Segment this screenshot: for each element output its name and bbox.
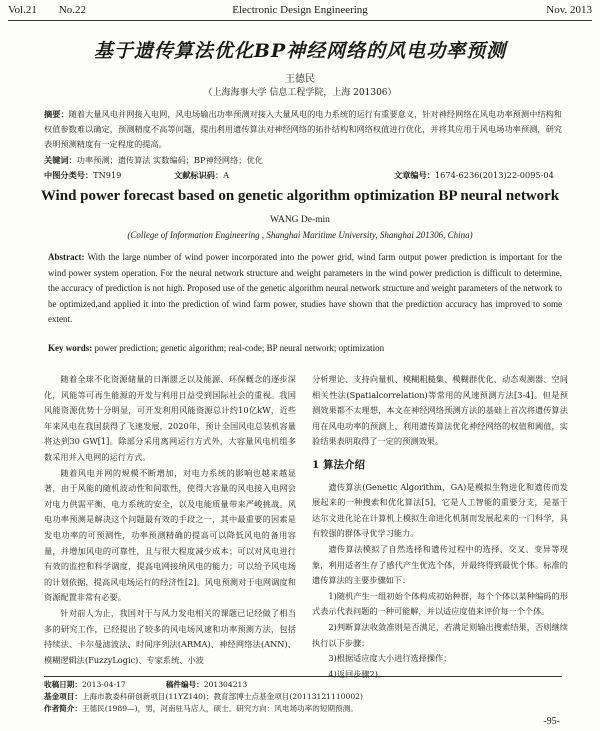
number-label: No.22 [58, 4, 87, 16]
page-number: -95- [543, 716, 560, 727]
running-header [8, 0, 592, 20]
doc-code-label: 文献标识码： [174, 170, 224, 180]
volume-label: Vol.21 [8, 4, 37, 16]
journal-name: Electronic Design Engineering [232, 4, 368, 16]
received-date: 2013-04-17 [81, 680, 126, 689]
doc-code-field [174, 170, 394, 181]
chinese-abstract [44, 107, 562, 152]
footnote-dates [44, 679, 562, 691]
body-paragraph: 遗传算法模拟了自然选择和遗传过程中的选择、交叉、变异等现象，利用适者生存了感代产生优选个体，并最终得到最优个体。标准的遗传算法的主要步骤如下： [312, 543, 568, 586]
manuscript-number: 201304213 [203, 680, 248, 689]
classification-row [44, 170, 562, 181]
doc-code-value: A [223, 170, 230, 180]
section-heading: 1 算法介绍 [312, 458, 365, 471]
body-paragraph: 随着全球不化资源储量的日渐匮乏以及能源、环保概念的逐步深化，风能等可再生能源的开发与利用日益受到国际社会的重视。我国风能资源优势十分明显，可开发利用风能资源总计约10亿kW，近些年来风电在我国获得了飞速发展，2020年，预计全国风电总装机容量将达到30 GW[1]。除部分采用离网运行方式外，大容量风电机组多数采用并入电网的运行方式。 [44, 374, 296, 462]
fund-text: 上海市教委科研创新项目(11YZ140)；教育部博士点基金项目(20113121110002) [81, 692, 363, 701]
article-number-label: 文章编号： [394, 170, 435, 180]
english-abstract [48, 250, 562, 328]
english-keywords-text: power prediction; genetic algorithm; real-code; BP neural network; optimization [94, 343, 385, 353]
manuscript-label: 稿件编号： [165, 680, 204, 689]
algorithm-step: 4)返回步骤2)。 [328, 668, 387, 679]
chinese-keywords-label: 关键词： [44, 155, 77, 165]
clc-value: TN919 [93, 170, 122, 180]
body-paragraph: 分析理论、支持向量机、模糊粗糙集、模糊群优化、动态观测器、空间相关性法(Spatialcorrelation)等常用的风速预测方法[3-4]。但是预测效果都不太理想，本文在神经网络预测方法的基础上首次将遗传算法用在风电功率的预测上，利用遗传算法优化神经网络的权值和阈值，实验结果表明取得了一定的预测效果。 [312, 374, 568, 447]
footnote-divider [44, 676, 562, 677]
body-paragraph: 随着风电并网的规模不断增加，对电力系统的影响也越来越显著，由于风能的随机波动性和间歇性，使得大容量的风电接入电网会对电力供需平衡、电力系统的安全，以及电能质量带来严峻挑战。风电功率预测是解决这个问题最有效的手段之一，其中最重要的因素是发电功率的可预测性，功率预测精确的提高可以降低风电的备用容量，并增加风电的可靠性，且与很大程度减少成本；可以对风电进行有效的监控和科学调度，提高电网接纳风电的能力；可以给予风电场的计划依据，提高风电场运行的经济性[2]。风电预测对于电网调度和资源配置非常有必要。 [44, 467, 296, 603]
chinese-affiliation: （上海海事大学 信息工程学院，上海 201306） [203, 88, 397, 98]
issue-info [8, 4, 86, 16]
algorithm-step: 3)根据适应度大小进行选择操作； [328, 653, 452, 664]
chinese-keywords [44, 155, 562, 166]
english-abstract-label: Abstract: [48, 252, 85, 262]
footnote-fund [44, 691, 562, 703]
english-affiliation: (College of Information Engineering , Shanghai Maritime University, Shanghai 201306, China) [127, 230, 473, 240]
author-bio-text: 王德民(1989—)，男，河南驻马店人，硕士。研究方向：风电场功率的短期预测。 [81, 704, 358, 713]
body-left-column [44, 372, 296, 668]
english-author: WANG De-min [270, 215, 330, 225]
body-paragraph: 针对前人为止，我国对于与风力发电相关的课题已记经做了相当多的研究工作，已经提出了较多的风电场风速和功率预测方法，包括持续法、卡尔曼滤波法、时间序列法(ARMA)、神经网络法(ANN)、模糊逻辑法(FuzzyLogic)、专家系统、小波 [44, 607, 296, 665]
english-title: Wind power forecast based on genetic algorithm optimization BP neural network [40, 188, 560, 204]
english-keywords [48, 343, 562, 353]
english-abstract-text: With the large number of wind power incorporated into the power grid, wind farm output power prediction is important for the wind power system operation. For the neural network structure and weight parameters in the wind power prediction is difficult to determine, the accuracy of prediction is not high. Proposed use of the genetic algorithm neural network structure and weight parameters of the network to be optimized,and applied it into the prediction of wind farm power, studies have shown that the prediction accuracy has improved to some extent. [48, 252, 562, 324]
footnote-author [44, 703, 562, 715]
header-divider [8, 20, 592, 21]
author-bio-label: 作者简介： [44, 704, 82, 713]
chinese-keywords-text: 功率预测；遗传算法 实数编码；BP神经网络；优化 [76, 155, 263, 165]
clc-label: 中图分类号： [44, 170, 94, 180]
body-paragraph: 遗传算法(Genetic Algorithm，GA)是模拟生物进化和遗传而发展起来的一种搜索和优化算法[5]，它是人工智能的重要分支，是基于达尔文进化论在计算机上模拟生命进化机制而发展起来的一门科学，具有较强的群体寻优学习能力。 [312, 481, 568, 539]
chinese-author: 王德民 [285, 74, 315, 85]
article-number-value: 1674-6236(2013)22-0095-04 [434, 170, 554, 180]
english-keywords-label: Key words: [48, 343, 93, 353]
algorithm-step: 1)随机产生一组初始个体构成初始种群，每个个体以某种编码的形式表示代表问题的一种可能解，并以适应度值来评价每一个个体。 [312, 590, 568, 617]
algorithm-step: 2)判断算法收敛准则是否满足，若满足则输出搜索结果，否则继续执行以下步骤； [312, 621, 568, 648]
chinese-abstract-label: 摘要： [44, 109, 69, 119]
issue-date: Nov. 2013 [546, 4, 592, 16]
body-right-column [312, 372, 568, 682]
clc-field [44, 170, 174, 181]
received-label: 收稿日期： [44, 680, 82, 689]
article-number-field [394, 170, 562, 181]
chinese-title: 基于遗传算法优化BP神经网络的风电功率预测 [93, 40, 507, 62]
footnotes [44, 679, 562, 715]
fund-label: 基金项目： [44, 692, 82, 701]
chinese-abstract-text: 随着大量风电并网接入电网，风电场输出功率预测对接入大量风电的电力系统的运行有重要意义，针对神经网络在风电功率预测中结构和权值参数难以确定，预测精度不高等问题，提出利用遗传算法对神经网络的拓扑结构和网络权值进行优化，并将其应用于风电场功率预测，研究表明预测精度有一定程度的提高。 [44, 109, 562, 149]
